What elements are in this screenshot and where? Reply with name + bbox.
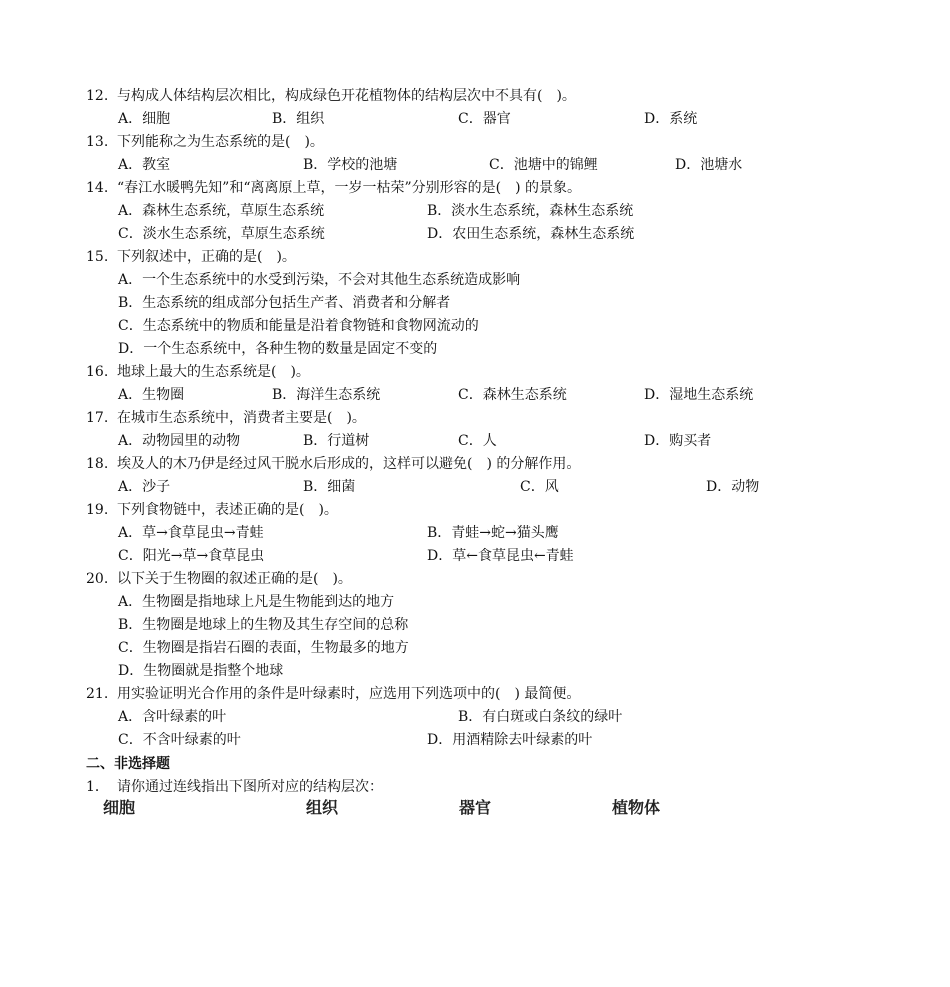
option-a: A．生物圈 [118,387,185,403]
label-plant-body: 植物体 [612,798,661,817]
question-18 [86,455,580,473]
option-b: B．学校的池塘 [303,157,398,173]
option-c: C．风 [520,479,559,495]
question-number: 15. [86,249,109,265]
question-stem: 与构成人体结构层次相比，构成绿色开花植物体的结构层次中不具有( )。 [117,88,576,104]
option-c: C．生态系统中的物质和能量是沿着食物链和食物网流动的 [118,318,479,334]
question-stem: 用实验证明光合作用的条件是叶绿素时，应选用下列选项中的( ) 最简便。 [117,686,581,702]
question-stem: 以下关于生物圈的叙述正确的是( )。 [117,571,352,587]
option-a: A．一个生态系统中的水受到污染，不会对其他生态系统造成影响 [118,272,521,288]
option-d: D．农田生态系统，森林生态系统 [427,226,635,242]
question-13 [86,133,324,151]
question-number: 21. [86,686,109,702]
question-stem: 请你通过连线指出下图所对应的结构层次： [117,779,383,795]
option-d: D．池塘水 [675,157,743,173]
label-cell: 细胞 [103,798,136,817]
option-a: A．动物园里的动物 [118,433,241,449]
label-tissue: 组织 [306,798,339,817]
option-b: B．生态系统的组成部分包括生产者、消费者和分解者 [118,295,451,311]
option-d: D．动物 [706,479,760,495]
question-12 [86,87,576,105]
question-21 [86,685,580,703]
option-c: C．淡水生态系统，草原生态系统 [118,226,325,242]
question-number: 14. [86,180,109,196]
option-b: B．青蛙→蛇→猫头鹰 [427,525,559,541]
option-b: B．海洋生态系统 [272,387,381,403]
question-1 [86,778,383,796]
option-b: B．细菌 [303,479,356,495]
question-number: 19. [86,502,109,518]
question-number: 1． [86,779,109,795]
question-20 [86,570,352,588]
option-d: D．用酒精除去叶绿素的叶 [427,732,593,748]
option-c: C．生物圈是指岩石圈的表面，生物最多的地方 [118,640,409,656]
option-d: D．草←食草昆虫←青蛙 [427,548,574,564]
question-number: 18. [86,456,109,472]
question-14 [86,179,581,197]
option-d: D．系统 [644,111,698,127]
question-19 [86,501,338,519]
question-number: 20. [86,571,109,587]
question-stem: “春江水暖鸭先知”和“离离原上草，一岁一枯荣”分别形容的是( ) 的景象。 [117,180,582,196]
option-c: C．阳光→草→食草昆虫 [118,548,265,564]
option-d: D．一个生态系统中，各种生物的数量是固定不变的 [118,341,438,357]
option-a: A．细胞 [118,111,171,127]
option-a: A．森林生态系统，草原生态系统 [118,203,325,219]
option-a: A．生物圈是指地球上凡是生物能到达的地方 [118,594,395,610]
question-number: 12. [86,88,109,104]
option-a: A．草→食草昆虫→青蛙 [118,525,264,541]
question-stem: 下列能称之为生态系统的是( )。 [117,134,324,150]
question-stem: 地球上最大的生态系统是( )。 [117,364,310,380]
section-heading: 二、非选择题 [86,756,170,772]
question-stem: 下列叙述中，正确的是( )。 [117,249,296,265]
option-b: B．有白斑或白条纹的绿叶 [458,709,623,725]
question-number: 17. [86,410,109,426]
question-number: 16. [86,364,109,380]
option-d: D．购买者 [644,433,712,449]
option-c: C．人 [458,433,497,449]
option-c: C．不含叶绿素的叶 [118,732,241,748]
option-a: A．教室 [118,157,171,173]
option-a: A．沙子 [118,479,171,495]
option-d: D．生物圈就是指整个地球 [118,663,284,679]
question-17 [86,409,366,427]
question-stem: 埃及人的木乃伊是经过风干脱水后形成的，这样可以避免( ) 的分解作用。 [117,456,581,472]
question-number: 13. [86,134,109,150]
option-b: B．淡水生态系统，森林生态系统 [427,203,634,219]
question-16 [86,363,310,381]
option-b: B．生物圈是地球上的生物及其生存空间的总称 [118,617,409,633]
option-b: B．组织 [272,111,325,127]
option-c: C．器官 [458,111,511,127]
option-d: D．湿地生态系统 [644,387,754,403]
question-stem: 下列食物链中，表述正确的是( )。 [117,502,338,518]
label-organ: 器官 [459,798,492,817]
question-15 [86,248,296,266]
option-c: C．池塘中的锦鲤 [489,157,598,173]
option-a: A．含叶绿素的叶 [118,709,227,725]
question-stem: 在城市生态系统中，消费者主要是( )。 [117,410,366,426]
option-b: B．行道树 [303,433,370,449]
option-c: C．森林生态系统 [458,387,567,403]
